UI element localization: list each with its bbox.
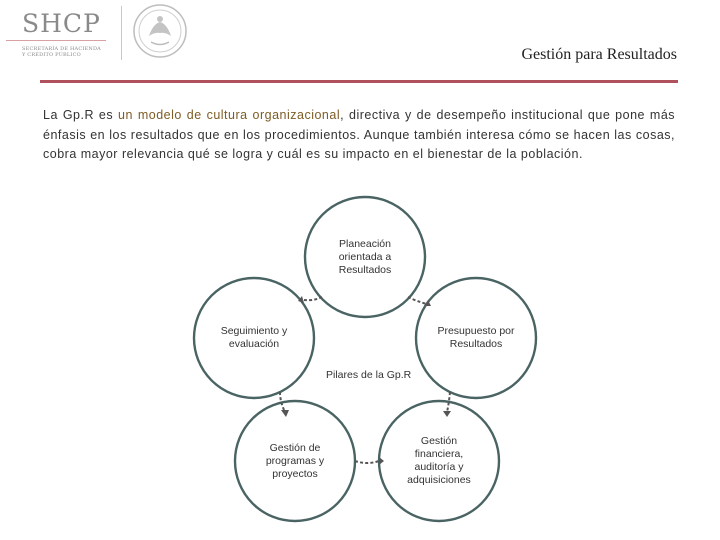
connector-programs-financial <box>355 461 379 463</box>
node-label-programs: Gestión de programas y proyectos <box>265 442 325 480</box>
node-label-budget: Presupuesto por Resultados <box>437 325 515 350</box>
connector-planning-budget <box>408 297 427 304</box>
logo-text: SHCP <box>22 9 101 38</box>
arrow-head <box>379 457 384 465</box>
logo-subtitle-1: SECRETARÍA DE HACIENDA <box>22 46 101 52</box>
connector-planning-monitoring <box>304 297 322 300</box>
node-label-monitoring: Seguimiento y evaluación <box>220 325 288 350</box>
arrow-head <box>443 411 451 417</box>
arrow-head <box>281 410 289 417</box>
intro-text-end: , directiva y de desempeño institucional que pone más énfasis en los resultados que en los procedimientos. Aunque también interesa cómo se hacen las cosas, cobra mayor relevancia qué se logra y cuál es su impacto en el bienestar de la población. <box>43 108 676 161</box>
node-label-planning: Planeación orientada a Resultados <box>338 238 392 276</box>
node-label-financial: Gestión financiera, auditoría y adquisiciones <box>407 435 471 486</box>
page-title: Gestión para Resultados <box>521 46 677 63</box>
logo-subtitle-2: Y CRÉDITO PÚBLICO <box>22 52 81 58</box>
center-label: Pilares de la Gp.R <box>326 369 412 381</box>
intro-highlight: un modelo de cultura organizacional <box>118 108 341 122</box>
intro-text-start: La Gp.R es <box>43 108 119 122</box>
